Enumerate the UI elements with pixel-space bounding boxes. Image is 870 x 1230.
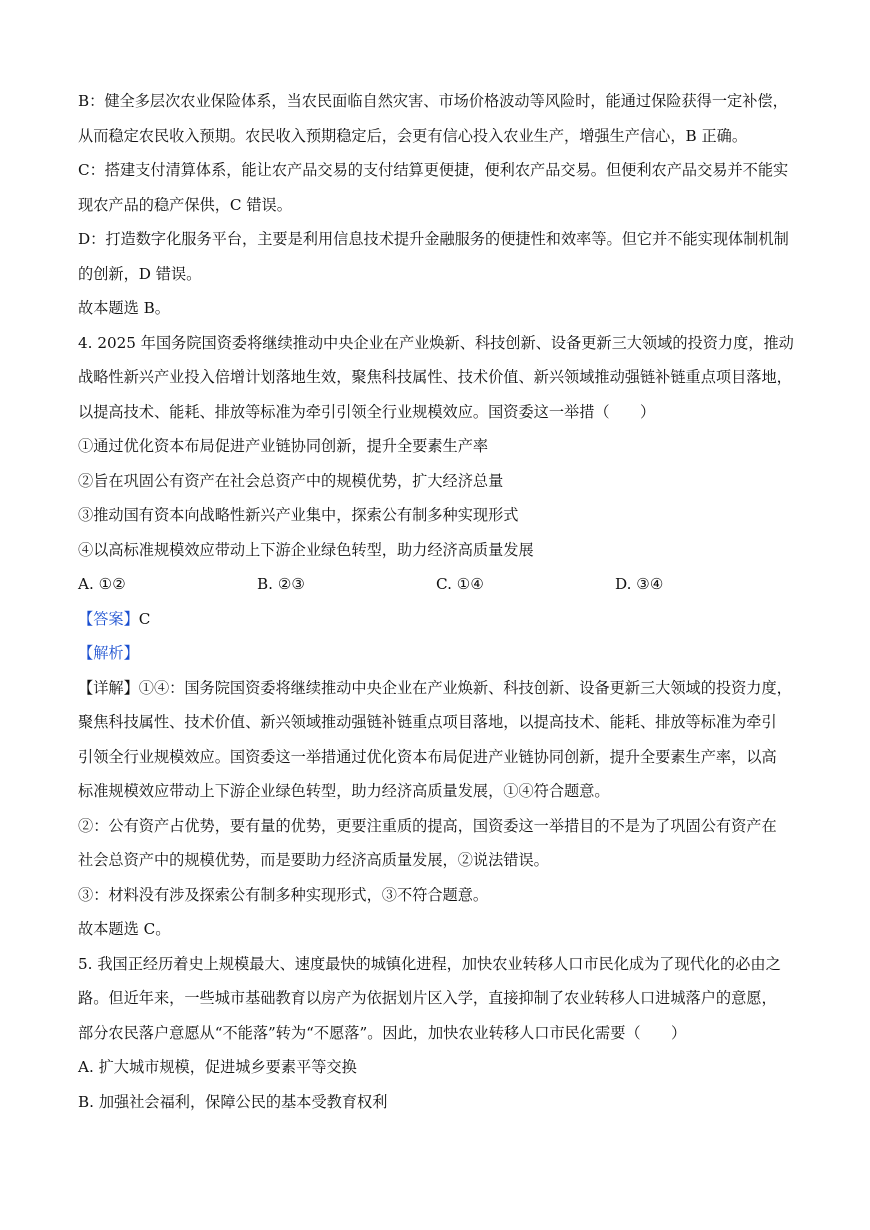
q4-option-a: A. ①②	[78, 575, 126, 593]
q4-point2-line1: ②：公有资产占优势，要有量的优势，更要注重质的提高，国资委这一举措目的不是为了巩固公有资产在	[78, 816, 777, 835]
q5-stem-line1: 5. 我国正经历着史上规模最大、速度最快的城镇化进程，加快农业转移人口市民化成为了现代化的必由之	[78, 954, 781, 973]
q4-stem-line1: 4. 2025 年国务院国资委将继续推动中央企业在产业焕新、科技创新、设备更新三大领域的投资力度，推动	[78, 333, 794, 352]
q3-option-c-analysis-line1: C：搭建支付清算体系，能让农产品交易的支付结算更便捷，便利农产品交易。但便利农产品交易并不能实	[78, 161, 789, 179]
detail-text: ①④：国务院国资委将继续推动中央企业在产业焕新、科技创新、设备更新三大领域的投资力度，	[138, 678, 792, 697]
q4-detail-line1	[78, 671, 794, 706]
q4-point3: ③：材料没有涉及探索公有制多种实现形式，③不符合题意。	[78, 885, 489, 904]
q3-option-d-analysis-line2: 的创新，D 错误。	[78, 264, 202, 283]
q4-option-b: B. ②③	[257, 575, 306, 593]
q4-options	[78, 567, 794, 602]
q4-detail-line3: 引领全行业规模效应。国资委这一举措通过优化资本布局促进产业链协同创新，提升全要素生产率，以高	[78, 747, 777, 766]
q4-stem-line2: 战略性新兴产业投入倍增计划落地生效，聚焦科技属性、技术价值、新兴领域推动强链补链重点项目落地，	[78, 368, 792, 386]
q3-option-d-analysis-line1: D：打造数字化服务平台，主要是利用信息技术提升金融服务的便捷性和效率等。但它并不能实现体制机制	[78, 230, 789, 248]
answer-value: C	[138, 609, 151, 628]
q4-item-1: ①通过优化资本布局促进产业链协同创新，提升全要素生产率	[78, 437, 489, 455]
q4-point2-line2: 社会总资产中的规模优势，而是要助力经济高质量发展，②说法错误。	[78, 851, 549, 869]
q3-option-b-analysis-line1: B：健全多层次农业保险体系，当农民面临自然灾害、市场价格波动等风险时，能通过保险获得一定补偿，	[78, 92, 788, 110]
q4-detail-line2: 聚焦科技属性、技术价值、新兴领域推动强链补链重点项目落地，以提高技术、能耗、排放等标准为牵引	[78, 713, 777, 731]
q3-conclusion: 故本题选 B。	[78, 299, 170, 317]
q4-conclusion: 故本题选 C。	[78, 920, 171, 938]
q4-stem-line3: 以提高技术、能耗、排放等标准为牵引引领全行业规模效应。国资委这一举措（ ）	[78, 402, 656, 421]
q3-option-b-analysis-line2: 从而稳定农民收入预期。农民收入预期稳定后，会更有信心投入农业生产，增强生产信心，B 正确。	[78, 126, 748, 145]
analysis-tag: 【解析】	[78, 644, 139, 662]
detail-tag: 【详解】	[78, 678, 139, 697]
q4-option-c: C. ①④	[436, 575, 484, 593]
q4-detail-line4: 标准规模效应带动上下游企业绿色转型，助力经济高质量发展，①④符合题意。	[78, 782, 610, 800]
answer-tag: 【答案】	[78, 609, 139, 628]
q4-option-d: D. ③④	[615, 575, 664, 593]
q4-item-2: ②旨在巩固公有资产在社会总资产中的规模优势，扩大经济总量	[78, 471, 504, 490]
q4-item-3: ③推动国有资本向战略性新兴产业集中，探索公有制多种实现形式	[78, 506, 519, 524]
document-page	[78, 84, 794, 1119]
q4-analysis-heading	[78, 636, 794, 671]
q5-stem-line2: 路。但近年来，一些城市基础教育以房产为依据划片区入学，直接抑制了农业转移人口进城落户的意愿，	[78, 989, 777, 1007]
q4-answer	[78, 602, 794, 637]
q5-option-b: B. 加强社会福利，保障公民的基本受教育权利	[78, 1092, 388, 1111]
q5-stem-line3: 部分农民落户意愿从“不能落”转为“不愿落”。因此，加快农业转移人口市民化需要（ ）	[78, 1023, 687, 1042]
q4-item-4: ④以高标准规模效应带动上下游企业绿色转型，助力经济高质量发展	[78, 540, 534, 559]
q3-option-c-analysis-line2: 现农产品的稳产保供，C 错误。	[78, 195, 292, 214]
q5-option-a: A. 扩大城市规模，促进城乡要素平等交换	[78, 1058, 357, 1076]
